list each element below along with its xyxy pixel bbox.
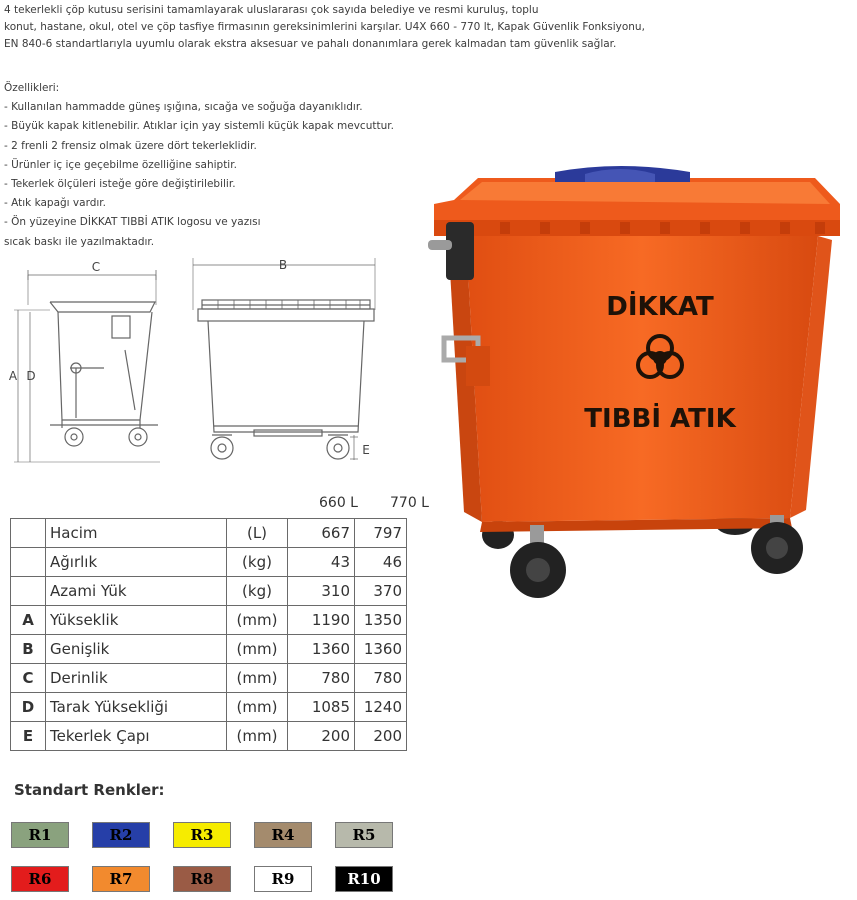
column-header-770: 770 L [390,495,429,511]
table-cell-v2: 370 [355,577,407,606]
table-cell-v1: 310 [288,577,355,606]
colors-title: Standart Renkler: [14,781,165,799]
table-cell-letter [11,519,46,548]
features-section [4,79,424,252]
table-cell-v2: 200 [355,722,407,751]
table-cell-v2: 46 [355,548,407,577]
table-row [11,606,407,635]
color-swatch-r1: R1 [11,822,69,848]
table-cell-letter: B [11,635,46,664]
table-cell-name: Yükseklik [46,606,227,635]
table-row [11,664,407,693]
table-cell-v1: 1085 [288,693,355,722]
table-cell-v2: 1350 [355,606,407,635]
table-cell-name: Ağırlık [46,548,227,577]
table-cell-name: Genişlik [46,635,227,664]
table-row [11,577,407,606]
table-row [11,519,407,548]
color-swatch-r9: R9 [254,866,312,892]
table-cell-v2: 1360 [355,635,407,664]
table-cell-v1: 1190 [288,606,355,635]
feature-item: - Tekerlek ölçüleri isteğe göre değiştirilebilir. [4,178,236,191]
color-swatch-r2: R2 [92,822,150,848]
table-cell-name: Tarak Yüksekliği [46,693,227,722]
bin-warning-top: DİKKAT [606,292,714,322]
table-cell-v1: 200 [288,722,355,751]
dimension-label-a: A [8,369,18,383]
table-row [11,548,407,577]
table-cell-name: Tekerlek Çapı [46,722,227,751]
table-cell-v2: 780 [355,664,407,693]
feature-item: - Kullanılan hammadde güneş ışığına, sıcağa ve soğuğa dayanıklıdır. [4,101,363,114]
table-cell-unit: (L) [227,519,288,548]
color-swatch-r4: R4 [254,822,312,848]
table-cell-name: Hacim [46,519,227,548]
table-cell-name: Derinlik [46,664,227,693]
table-cell-v1: 780 [288,664,355,693]
feature-item: - Ürünler iç içe geçebilme özelliğine sahiptir. [4,158,237,171]
bin-warning-bottom: TIBBİ ATIK [584,404,736,434]
dimension-label-b: B [278,258,288,272]
table-cell-v1: 1360 [288,635,355,664]
table-cell-letter: C [11,664,46,693]
column-header-660: 660 L [319,495,358,511]
color-swatch-r8: R8 [173,866,231,892]
specifications-table [10,518,407,751]
dimension-label-d: D [26,369,36,383]
table-cell-unit: (mm) [227,606,288,635]
table-cell-v1: 43 [288,548,355,577]
features-heading: Özellikleri: [4,82,60,94]
table-cell-letter: A [11,606,46,635]
table-cell-v2: 797 [355,519,407,548]
table-cell-unit: (mm) [227,693,288,722]
dimension-label-c: C [91,260,101,274]
dimension-label-e: E [362,443,370,457]
table-cell-letter [11,548,46,577]
feature-item: - Büyük kapak kitlenebilir. Atıklar için yay sistemli küçük kapak mevcuttur. [4,120,394,133]
table-cell-unit: (mm) [227,664,288,693]
table-cell-v2: 1240 [355,693,407,722]
intro-paragraph [4,2,854,53]
feature-item: - Ön yüzeyine DİKKAT TIBBİ ATIK logosu ve yazısı [4,216,261,229]
table-row [11,635,407,664]
feature-item: - Atık kapağı vardır. [4,197,106,210]
medical-waste-bin-image [420,160,850,605]
feature-item: sıcak baskı ile yazılmaktadır. [4,235,155,248]
table-cell-unit: (kg) [227,577,288,606]
feature-item: - 2 frenli 2 frensiz olmak üzere dört tekerleklidir. [4,139,257,152]
table-cell-unit: (kg) [227,548,288,577]
color-swatch-r3: R3 [173,822,231,848]
table-cell-letter [11,577,46,606]
intro-line: konut, hastane, okul, otel ve çöp tasfiye firmasının gereksinimlerini karşılar. U4X 660 - 770 lt, Kapak Güvenlik Fonksiyonu, [4,21,645,33]
color-swatch-r5: R5 [335,822,393,848]
table-row [11,693,407,722]
table-cell-v1: 667 [288,519,355,548]
table-cell-name: Azami Yük [46,577,227,606]
intro-line: EN 840-6 standartlarıyla uyumlu olarak ekstra aksesuar ve pahalı donanımlara gerek kalmadan tam güvenlik sağlar. [4,38,617,50]
table-row [11,722,407,751]
intro-line: 4 tekerlekli çöp kutusu serisini tamamlayarak uluslararası çok sayıda belediye ve resmi kuruluş, toplu [4,4,539,16]
table-cell-unit: (mm) [227,722,288,751]
color-swatch-r6: R6 [11,866,69,892]
color-swatch-r7: R7 [92,866,150,892]
features-list [4,98,424,252]
table-cell-unit: (mm) [227,635,288,664]
table-cell-letter: D [11,693,46,722]
color-swatch-r10: R10 [335,866,393,892]
table-cell-letter: E [11,722,46,751]
dimension-diagram [0,250,400,470]
